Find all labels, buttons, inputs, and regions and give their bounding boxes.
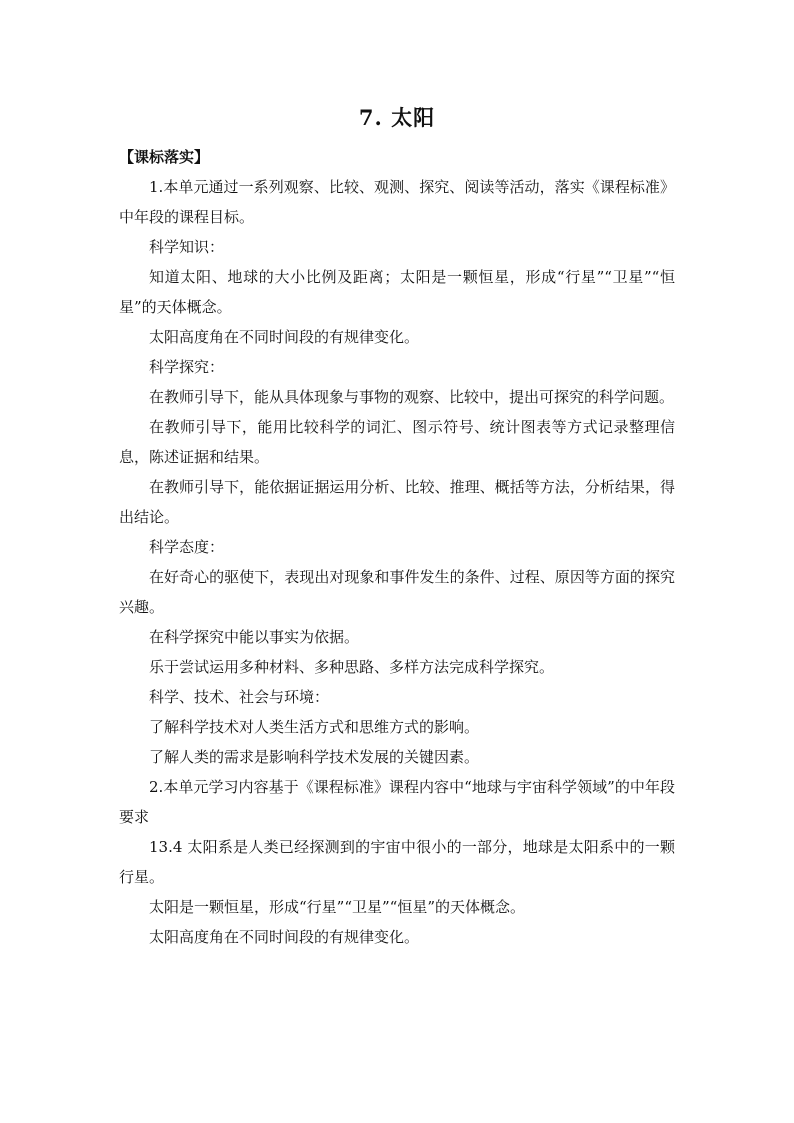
paragraph: 科学探究： [149, 358, 225, 376]
paragraph: 科学态度： [149, 538, 225, 556]
paragraph: 太阳高度角在不同时间段的有规律变化。 [149, 328, 420, 346]
section-label: 【课标落实】 [119, 148, 210, 166]
page-title: 7. 太阳 [358, 105, 436, 130]
body-text [119, 172, 675, 952]
paragraph: 了解人类的需求是影响科学技术发展的关键因素。 [149, 748, 480, 766]
paragraph: 太阳是一颗恒星，形成“行星”“卫星”“恒星”的天体概念。 [149, 898, 526, 916]
paragraph: 了解科学技术对人类生活方式和思维方式的影响。 [149, 718, 480, 736]
paragraph: 知道太阳、地球的大小比例及距离；太阳是一颗恒星，形成“行星”“卫星”“恒星”的天体概念。 [119, 268, 675, 316]
paragraph: 乐于尝试运用多种材料、多种思路、多样方法完成科学探究。 [149, 658, 555, 676]
paragraph: 在科学探究中能以事实为依据。 [149, 628, 360, 646]
paragraph: 太阳高度角在不同时间段的有规律变化。 [149, 928, 420, 946]
paragraph: 1.本单元通过一系列观察、比较、观测、探究、阅读等活动，落实《课程标准》中年段的课程目标。 [119, 178, 675, 226]
paragraph: 2.本单元学习内容基于《课程标准》课程内容中“地球与宇宙科学领域”的中年段要求 [119, 778, 675, 826]
paragraph: 在好奇心的驱使下，表现出对现象和事件发生的条件、过程、原因等方面的探究兴趣。 [119, 568, 675, 616]
paragraph: 在教师引导下，能依据证据运用分析、比较、推理、概括等方法，分析结果，得出结论。 [119, 478, 675, 526]
paragraph: 在教师引导下，能从具体现象与事物的观察、比较中，提出可探究的科学问题。 [149, 388, 675, 406]
paragraph: 科学知识： [149, 238, 225, 256]
paragraph: 科学、技术、社会与环境： [149, 688, 330, 706]
paragraph: 13.4 太阳系是人类已经探测到的宇宙中很小的一部分，地球是太阳系中的一颗行星。 [119, 838, 675, 886]
paragraph: 在教师引导下，能用比较科学的词汇、图示符号、统计图表等方式记录整理信息，陈述证据和结果。 [119, 418, 675, 466]
